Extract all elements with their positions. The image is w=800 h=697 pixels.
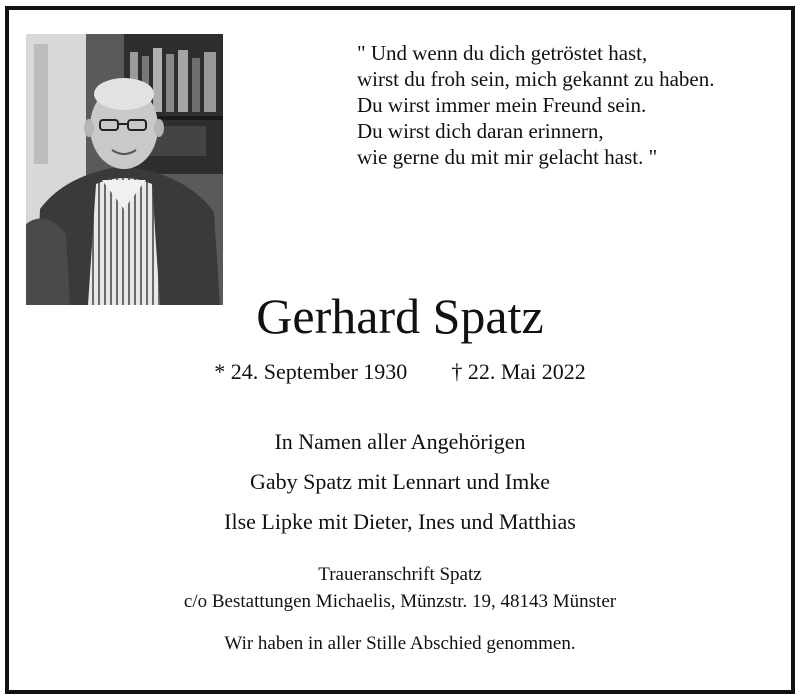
quote-line: wie gerne du mit mir gelacht hast. " [357, 145, 658, 169]
portrait-photo [26, 34, 223, 305]
portrait-image [26, 34, 223, 305]
quote-line: Du wirst immer mein Freund sein. [357, 93, 647, 117]
memorial-quote [357, 40, 777, 170]
quote-line: " Und wenn du dich getröstet hast, [357, 41, 648, 65]
address-detail: c/o Bestattungen Michaelis, Münzstr. 19, 48143 Münster [183, 591, 617, 612]
address-title: Traueranschrift Spatz [318, 564, 482, 585]
birth-date: * 24. September 1930 [214, 359, 408, 384]
mourners-intro: In Namen aller Angehörigen [274, 429, 526, 454]
life-dates [9, 358, 791, 386]
quote-line: wirst du froh sein, mich gekannt zu haben. [357, 67, 715, 91]
quote-line: Du wirst dich daran erinnern, [357, 119, 604, 143]
condolence-address [9, 561, 791, 615]
mourner-line: Ilse Lipke mit Dieter, Ines und Matthias [224, 509, 576, 534]
closing-statement: Wir haben in aller Stille Abschied genommen. [224, 633, 576, 654]
mourners-list [9, 422, 791, 542]
mourner-line: Gaby Spatz mit Lennart und Imke [250, 469, 550, 494]
death-date: † 22. Mai 2022 [451, 359, 586, 384]
obituary-notice [5, 6, 795, 694]
deceased-name: Gerhard Spatz [256, 288, 544, 344]
